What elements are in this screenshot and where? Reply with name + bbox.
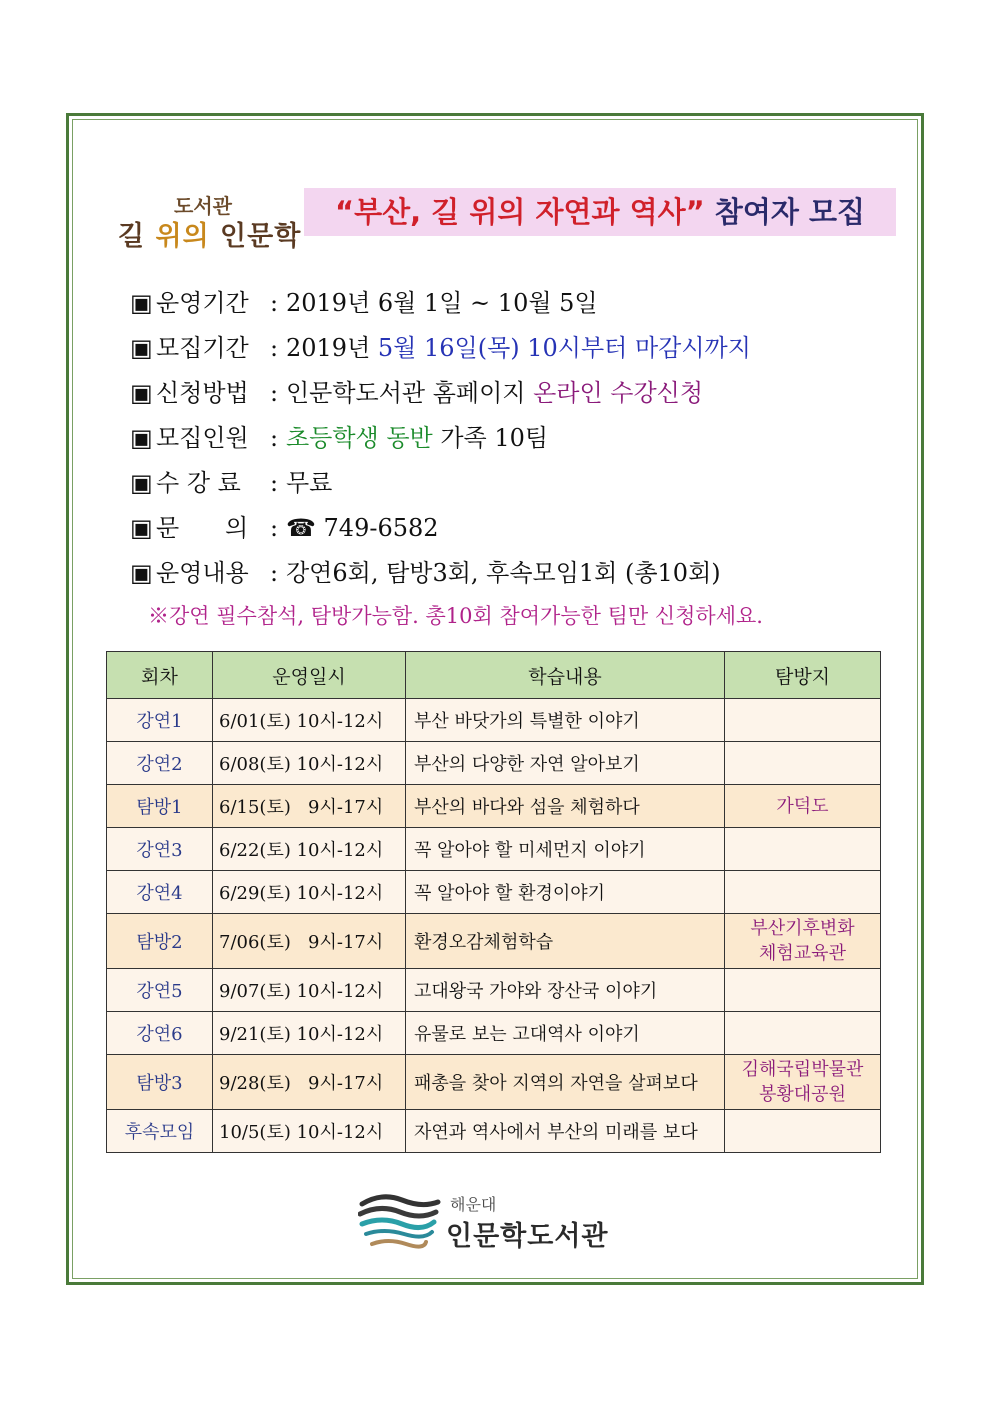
info-recruit-value: 5월 16일(목) 10시부터 마감시까지	[377, 334, 751, 362]
info-apply-value: 온라인 수강신청	[533, 379, 704, 407]
cell-date: 6/29(토) 10시-12시	[213, 871, 406, 914]
logo-big-text	[118, 214, 301, 253]
cell-no: 탐방2	[107, 914, 213, 969]
cell-topic: 부산의 다양한 자연 알아보기	[406, 742, 725, 785]
info-people: ▣ 모집인원 : 초등학생 동반 가족 10팀	[130, 418, 548, 453]
place-line-1: 가덕도	[776, 795, 829, 817]
library-logo	[358, 1190, 638, 1254]
info-people-value: 초등학생 동반	[286, 424, 433, 452]
footer-sub-text: 해운대	[450, 1195, 497, 1214]
cell-no: 후속모임	[107, 1110, 213, 1153]
cell-topic: 부산 바닷가의 특별한 이야기	[406, 699, 725, 742]
cell-no: 강연3	[107, 828, 213, 871]
table-row	[107, 1012, 881, 1055]
info-fee-label: 수 강 료	[156, 469, 241, 497]
cell-date: 6/22(토) 10시-12시	[213, 828, 406, 871]
place-line-2: 체험교육관	[759, 943, 846, 964]
page-title	[304, 188, 896, 236]
cell-place	[725, 871, 881, 914]
info-people-plain: 가족 10팀	[432, 424, 549, 452]
table-header-row	[107, 652, 881, 699]
cell-date: 9/21(토) 10시-12시	[213, 1012, 406, 1055]
bullet-icon: ▣	[130, 559, 153, 587]
cell-place	[725, 785, 881, 828]
cell-place	[725, 828, 881, 871]
table-row	[107, 742, 881, 785]
cell-topic: 꼭 알아야 할 미세먼지 이야기	[406, 828, 725, 871]
info-fee-value: 무료	[286, 469, 333, 497]
table-row	[107, 699, 881, 742]
cell-place	[725, 742, 881, 785]
logo-big-part1: 길	[118, 221, 156, 252]
cell-date: 7/06(토) 9시-17시	[213, 914, 406, 969]
info-apply-plain: 인문학도서관 홈페이지	[286, 379, 534, 407]
footer-main-text: 인문학도서관	[446, 1221, 609, 1252]
header-topic: 학습내용	[406, 652, 725, 699]
program-logo	[118, 190, 302, 252]
wave-logo-icon	[358, 1190, 442, 1254]
info-recruit: ▣ 모집기간 : 2019년 5월 16일(목) 10시부터 마감시까지	[130, 328, 751, 363]
info-recruit-label: 모집기간	[156, 334, 249, 362]
bullet-icon: ▣	[130, 469, 153, 497]
cell-no: 강연2	[107, 742, 213, 785]
title-rest: 참여자 모집	[704, 195, 865, 229]
table-row	[107, 969, 881, 1012]
cell-place	[725, 1055, 881, 1110]
place-line-1: 김해국립박물관	[741, 1059, 864, 1080]
schedule-table	[106, 651, 881, 1153]
cell-topic: 고대왕국 가야와 장산국 이야기	[406, 969, 725, 1012]
cell-place	[725, 1012, 881, 1055]
logo-big-part3: 인문학	[209, 221, 302, 252]
place-line-1: 부산기후변화	[750, 918, 855, 939]
info-apply-label: 신청방법	[156, 379, 249, 407]
cell-topic: 꼭 알아야 할 환경이야기	[406, 871, 725, 914]
cell-no: 강연6	[107, 1012, 213, 1055]
notice-text: ※강연 필수참석, 탐방가능함. 총10회 참여가능한 팀만 신청하세요.	[148, 604, 763, 628]
cell-no: 강연5	[107, 969, 213, 1012]
cell-place	[725, 1110, 881, 1153]
cell-topic: 부산의 바다와 섬을 체험하다	[406, 785, 725, 828]
logo-big-part2: 위의	[155, 221, 210, 252]
place-line-2: 봉황대공원	[759, 1084, 846, 1105]
cell-date: 9/28(토) 9시-17시	[213, 1055, 406, 1110]
cell-topic: 유물로 보는 고대역사 이야기	[406, 1012, 725, 1055]
bullet-icon: ▣	[130, 289, 153, 317]
cell-place	[725, 914, 881, 969]
cell-topic: 자연과 역사에서 부산의 미래를 보다	[406, 1110, 725, 1153]
bullet-icon: ▣	[130, 424, 153, 452]
info-content-value: 강연6회, 탐방3회, 후속모임1회 (총10회)	[286, 559, 721, 587]
table-row	[107, 1110, 881, 1153]
cell-topic: 환경오감체험학습	[406, 914, 725, 969]
cell-no: 탐방1	[107, 785, 213, 828]
cell-date: 6/08(토) 10시-12시	[213, 742, 406, 785]
cell-place	[725, 969, 881, 1012]
info-contact: ▣ 문 의 : ☎ 749-6582	[130, 508, 439, 543]
info-people-label: 모집인원	[156, 424, 249, 452]
header-date: 운영일시	[213, 652, 406, 699]
cell-topic: 패총을 찾아 지역의 자연을 살펴보다	[406, 1055, 725, 1110]
logo-small-text: 도서관	[174, 194, 232, 218]
info-period: ▣ 운영기간 : 2019년 6월 1일 ~ 10월 5일	[130, 283, 598, 318]
table-row	[107, 785, 881, 828]
info-period-value: 2019년 6월 1일 ~ 10월 5일	[286, 289, 598, 317]
info-contact-label: 문 의	[156, 514, 249, 542]
cell-no: 탐방3	[107, 1055, 213, 1110]
info-content: ▣ 운영내용 : 강연6회, 탐방3회, 후속모임1회 (총10회)	[130, 553, 721, 588]
info-content-label: 운영내용	[156, 559, 249, 587]
cell-date: 9/07(토) 10시-12시	[213, 969, 406, 1012]
cell-date: 6/01(토) 10시-12시	[213, 699, 406, 742]
table-row	[107, 871, 881, 914]
title-quote: “부산, 길 위의 자연과 역사”	[335, 195, 705, 229]
info-period-label: 운영기간	[156, 289, 249, 317]
cell-date: 10/5(토) 10시-12시	[213, 1110, 406, 1153]
bullet-icon: ▣	[130, 379, 153, 407]
table-row	[107, 914, 881, 969]
cell-no: 강연4	[107, 871, 213, 914]
info-apply: ▣ 신청방법 : 인문학도서관 홈페이지 온라인 수강신청	[130, 373, 703, 408]
info-fee: ▣ 수 강 료 : 무료	[130, 463, 332, 498]
cell-date: 6/15(토) 9시-17시	[213, 785, 406, 828]
cell-no: 강연1	[107, 699, 213, 742]
info-contact-value: ☎ 749-6582	[286, 514, 439, 542]
header-place: 탐방지	[725, 652, 881, 699]
table-row	[107, 828, 881, 871]
info-recruit-plain: 2019년	[286, 334, 378, 362]
header-no: 회차	[107, 652, 213, 699]
cell-place	[725, 699, 881, 742]
bullet-icon: ▣	[130, 514, 153, 542]
bullet-icon: ▣	[130, 334, 153, 362]
table-row	[107, 1055, 881, 1110]
